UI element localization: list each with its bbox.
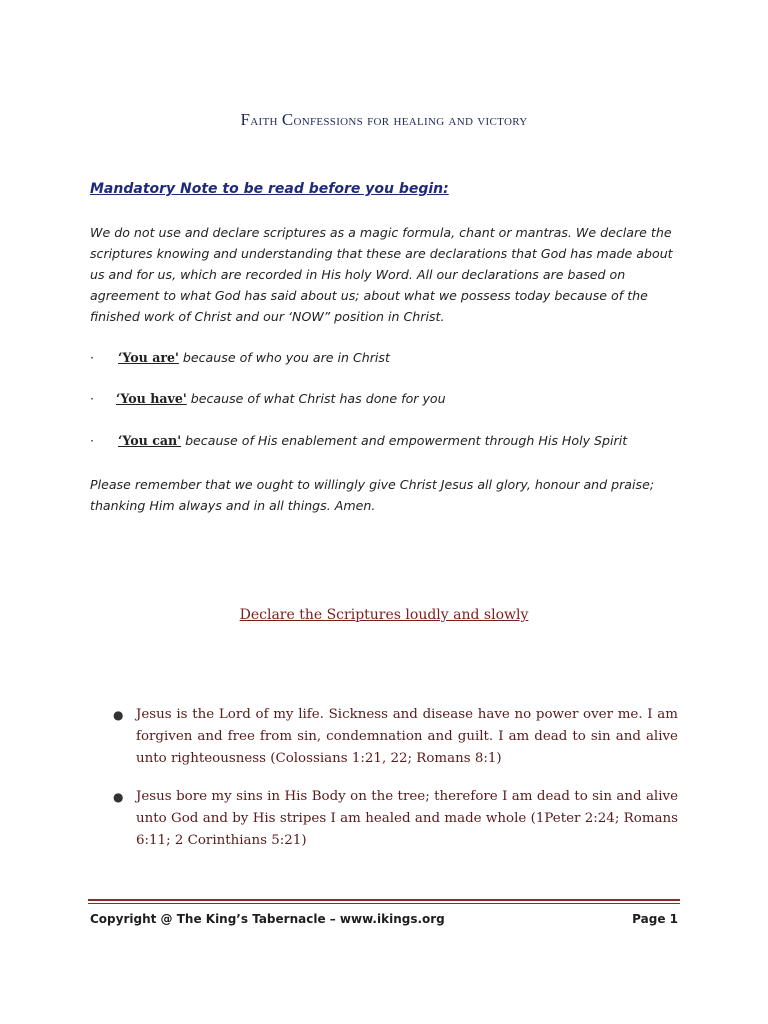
declaration-you-can (90, 433, 690, 448)
title-word-2: onfessions for healing and victory (293, 113, 528, 129)
reminder-paragraph: Please remember that we ought to willingly give Christ Jesus all glory, honour and praise; thanking Him always and in all things. Amen. (90, 477, 655, 513)
footer-divider (88, 899, 680, 904)
declaration-text: because of who you are in Christ (178, 350, 390, 365)
title-initial-1: F (240, 110, 251, 129)
declaration-bullet: · (90, 391, 95, 406)
scripture-list (113, 704, 678, 868)
document-title (0, 110, 768, 130)
scripture-section-heading-text: Declare the Scriptures loudly and slowly (239, 607, 529, 623)
page-number: Page 1 (632, 912, 678, 926)
mandatory-note-heading: Mandatory Note to be read before you begin: (90, 181, 449, 197)
title-initial-2: C (281, 110, 294, 129)
declaration-key: ‘You are' (118, 350, 179, 365)
declaration-bullet: · (90, 433, 95, 448)
scripture-section-heading (0, 607, 768, 623)
declaration-bullet: · (90, 350, 95, 365)
bullet-icon: ● (113, 708, 124, 722)
bullet-icon: ● (113, 790, 124, 804)
list-item (113, 704, 678, 770)
declaration-you-are (90, 350, 690, 365)
intro-paragraph: We do not use and declare scriptures as a magic formula, chant or mantras. We declare the scriptures knowing and understanding that these are declarations that God has made about us and for us, which are recorded in His holy Word. All our declarations are based on agreement to what God has said about us; about what we possess today because of the finished work of Christ and our ‘NOW” position in Christ. (90, 225, 673, 324)
footer-copyright: Copyright @ The King’s Tabernacle – www.ikings.org (90, 912, 445, 926)
scripture-text: Jesus bore my sins in His Body on the tree; therefore I am dead to sin and alive unto God and by His stripes I am healed and made whole (1Peter 2:24; Romans 6:11; 2 Corinthians 5:21) (136, 789, 678, 848)
declaration-text: because of His enablement and empowerment through His Holy Spirit (181, 433, 628, 448)
declaration-key: ‘You have' (116, 391, 187, 406)
declaration-you-have (90, 391, 690, 406)
declaration-key: ‘You can' (118, 433, 182, 448)
title-word-1: aith (250, 113, 278, 129)
list-item (113, 786, 678, 852)
declaration-text: because of what Christ has done for you (186, 391, 446, 406)
scripture-text: Jesus is the Lord of my life. Sickness and disease have no power over me. I am forgiven and free from sin, condemnation and guilt. I am dead to sin and alive unto righteousness (Colossians 1:21, 22; Romans 8:1) (136, 707, 678, 766)
